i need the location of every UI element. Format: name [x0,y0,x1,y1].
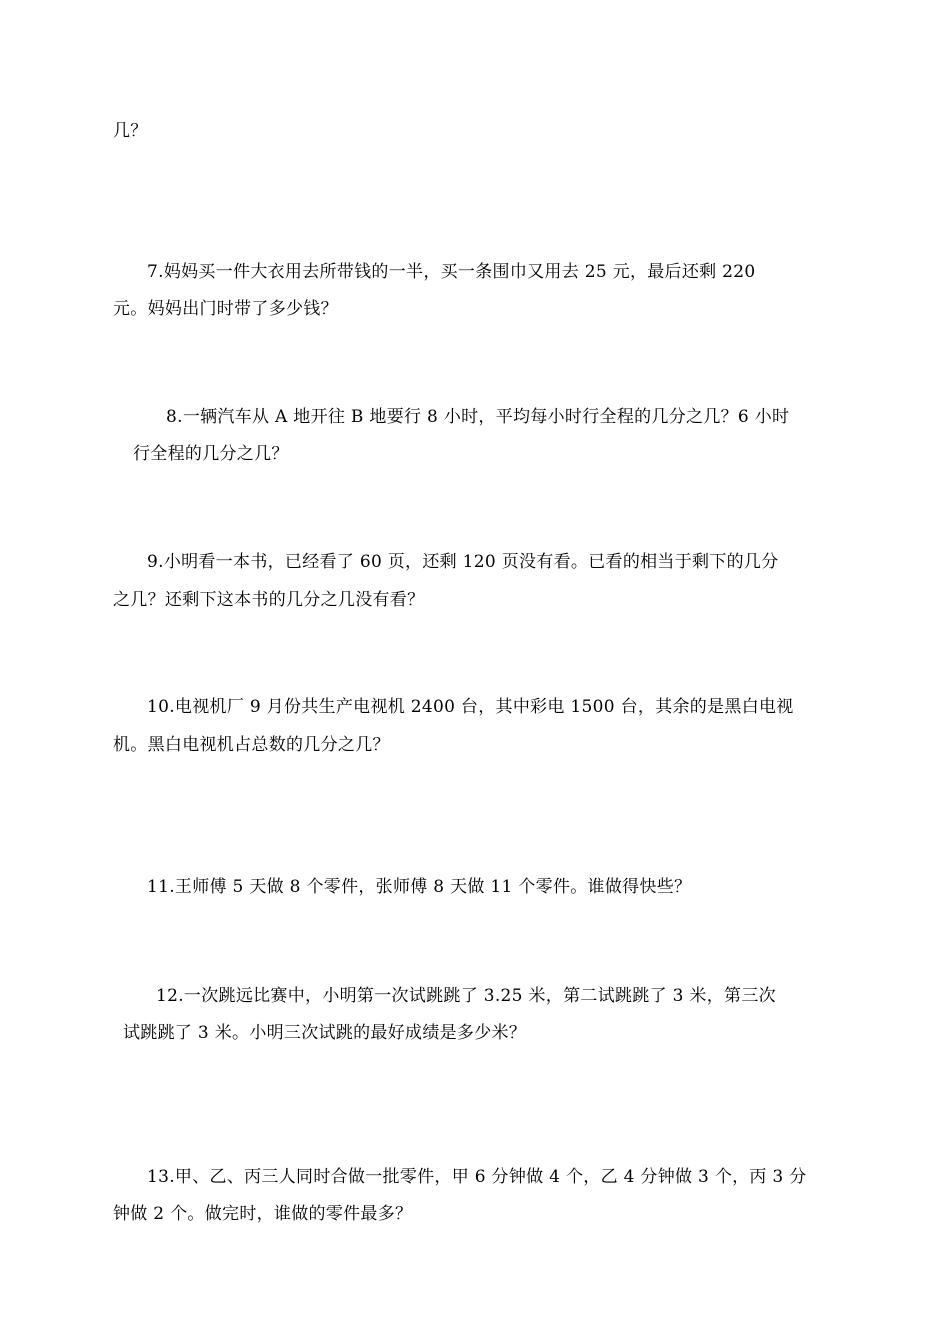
problem-12-line-1: 12.一次跳远比赛中，小明第一次试跳跳了 3.25 米，第二试跳跳了 3 米，第三次 [156,986,776,1006]
problem-9-line-2: 之几？还剩下这本书的几分之几没有看？ [113,590,425,610]
problem-8-line-1: 8.一辆汽车从 A 地开往 B 地要行 8 小时，平均每小时行全程的几分之几？6 小时 [166,407,790,427]
problem-9-line-1: 9.小明看一本书，已经看了 60 页，还剩 120 页没有看。已看的相当于剩下的几分 [147,552,779,572]
problem-11-line-1: 11.王师傅 5 天做 8 个零件，张师傅 8 天做 11 个零件。谁做得快些？ [147,877,692,897]
continuation-text: 几？ [113,121,148,141]
problem-13-line-1: 13.甲、乙、丙三人同时合做一批零件，甲 6 分钟做 4 个，乙 4 分钟做 3 个，丙 3 分 [147,1167,807,1187]
problem-7-line-2: 元。妈妈出门时带了多少钱？ [113,299,338,319]
problem-13-line-2: 钟做 2 个。做完时，谁做的零件最多？ [113,1204,413,1224]
problem-10-line-2: 机。黑白电视机占总数的几分之几？ [113,735,390,755]
problem-10-line-1: 10.电视机厂 9 月份共生产电视机 2400 台，其中彩电 1500 台，其余的是黑白电视 [147,697,794,717]
problem-8-line-2: 行全程的几分之几？ [133,444,289,464]
problem-12-line-2: 试跳跳了 3 米。小明三次试跳的最好成绩是多少米？ [123,1023,527,1043]
problem-7-line-1: 7.妈妈买一件大衣用去所带钱的一半，买一条围巾又用去 25 元，最后还剩 220 [147,262,756,282]
